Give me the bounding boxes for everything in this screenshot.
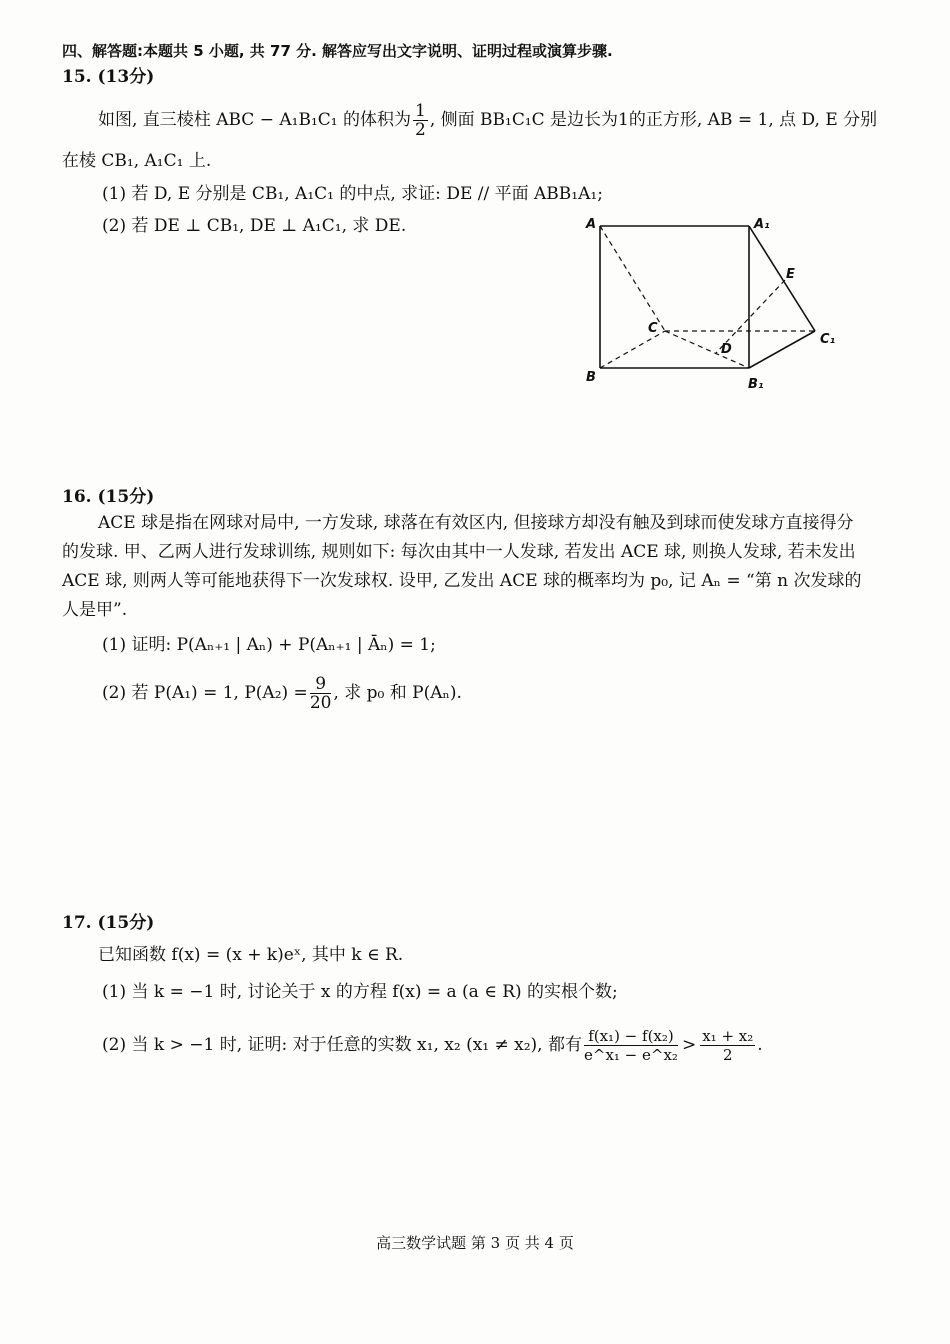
label-C1: C₁ (820, 332, 836, 347)
greater-than-sign: > (681, 1035, 697, 1055)
problem-17-q2-a: (2) 当 k > −1 时, 证明: 对于任意的实数 x₁, x₂ (x₁ ≠ x₂), 都有 (102, 1035, 582, 1055)
fraction-denominator: 2 (414, 119, 426, 140)
problem-16-line3: ACE 球, 则两人等可能地获得下一次发球权. 设甲, 乙发出 ACE 球的概率均为 p₀, 记 Aₙ = “第 n 次发球的 (62, 571, 862, 591)
label-C: C (648, 321, 658, 336)
problem-17-header: 17. (15分) (62, 913, 155, 933)
problem-16-line2: 的发球. 甲、乙两人进行发球训练, 规则如下: 每次由其中一人发球, 若发出 ACE 球, 则换人发球, 若未发出 (62, 542, 856, 562)
problem-17-question-2 (102, 1020, 763, 1070)
problem-15-question-2: (2) 若 DE ⊥ CB₁, DE ⊥ A₁C₁, 求 DE. (102, 216, 407, 236)
edge-B1C1 (749, 331, 815, 368)
problem-15-intro-line2: 在棱 CB₁, A₁C₁ 上. (62, 151, 212, 171)
edge-CB1-hidden (665, 331, 749, 368)
label-E: E (786, 267, 795, 282)
problem-16-q2-b: , 求 p₀ 和 P(Aₙ). (333, 683, 462, 703)
problem-17-question-1: (1) 当 k = −1 时, 讨论关于 x 的方程 f(x) = a (a ∈ R) 的实根个数; (102, 982, 618, 1002)
problem-15-intro-b: , 侧面 BB₁C₁C 是边长为1的正方形, AB = 1, 点 D, E 分别 (429, 110, 878, 130)
page-footer: 高三数学试题 第 3 页 共 4 页 (376, 1234, 574, 1252)
problem-16-fraction (310, 675, 332, 712)
fraction-denominator: e^x₁ − e^x₂ (584, 1045, 678, 1064)
section-heading: 四、解答题:本题共 5 小题, 共 77 分. 解答应写出文字说明、证明过程或演算步骤. (62, 42, 613, 60)
fraction-denominator: 2 (722, 1045, 733, 1064)
problem-16-q2-a: (2) 若 P(A₁) = 1, P(A₂) = (102, 683, 308, 703)
fraction-numerator: f(x₁) − f(x₂) (584, 1027, 678, 1046)
problem-16-question-2 (102, 672, 462, 714)
edge-A1C1 (749, 226, 815, 331)
edge-AC-hidden (600, 226, 665, 331)
label-B: B (586, 370, 596, 385)
edge-BC-hidden (600, 331, 665, 368)
problem-15-intro-a: 如图, 直三棱柱 ABC − A₁B₁C₁ 的体积为 (98, 110, 411, 130)
label-A1: A₁ (754, 217, 770, 232)
label-A: A (586, 217, 597, 232)
fraction-numerator: 9 (310, 675, 332, 694)
fraction-numerator: 1 (414, 100, 426, 121)
problem-17-q2-end: . (757, 1035, 763, 1055)
label-B1: B₁ (748, 377, 764, 392)
problem-16-header: 16. (15分) (62, 487, 155, 507)
label-D: D (721, 342, 732, 357)
prism-figure (580, 210, 850, 395)
problem-15-question-1: (1) 若 D, E 分别是 CB₁, A₁C₁ 的中点, 求证: DE // 平面 ABB₁A₁; (102, 184, 603, 204)
problem-17-intro: 已知函数 f(x) = (x + k)eˣ, 其中 k ∈ R. (98, 945, 404, 965)
problem-16-question-1: (1) 证明: P(Aₙ₊₁ | Aₙ) + P(Aₙ₊₁ | Āₙ) = 1; (102, 635, 436, 655)
problem-16-line4: 人是甲”. (62, 600, 128, 620)
problem-17-fraction-right (700, 1027, 755, 1064)
problem-17-fraction-left (584, 1027, 678, 1064)
problem-15-volume-fraction (413, 102, 428, 139)
fraction-denominator: 20 (309, 692, 332, 713)
problem-15-intro-line1 (98, 100, 877, 140)
problem-15-header: 15. (13分) (62, 67, 155, 87)
problem-16-line1: ACE 球是指在网球对局中, 一方发球, 球落在有效区内, 但接球方却没有触及到球而使发球方直接得分 (98, 513, 854, 533)
fraction-numerator: x₁ + x₂ (702, 1026, 754, 1045)
